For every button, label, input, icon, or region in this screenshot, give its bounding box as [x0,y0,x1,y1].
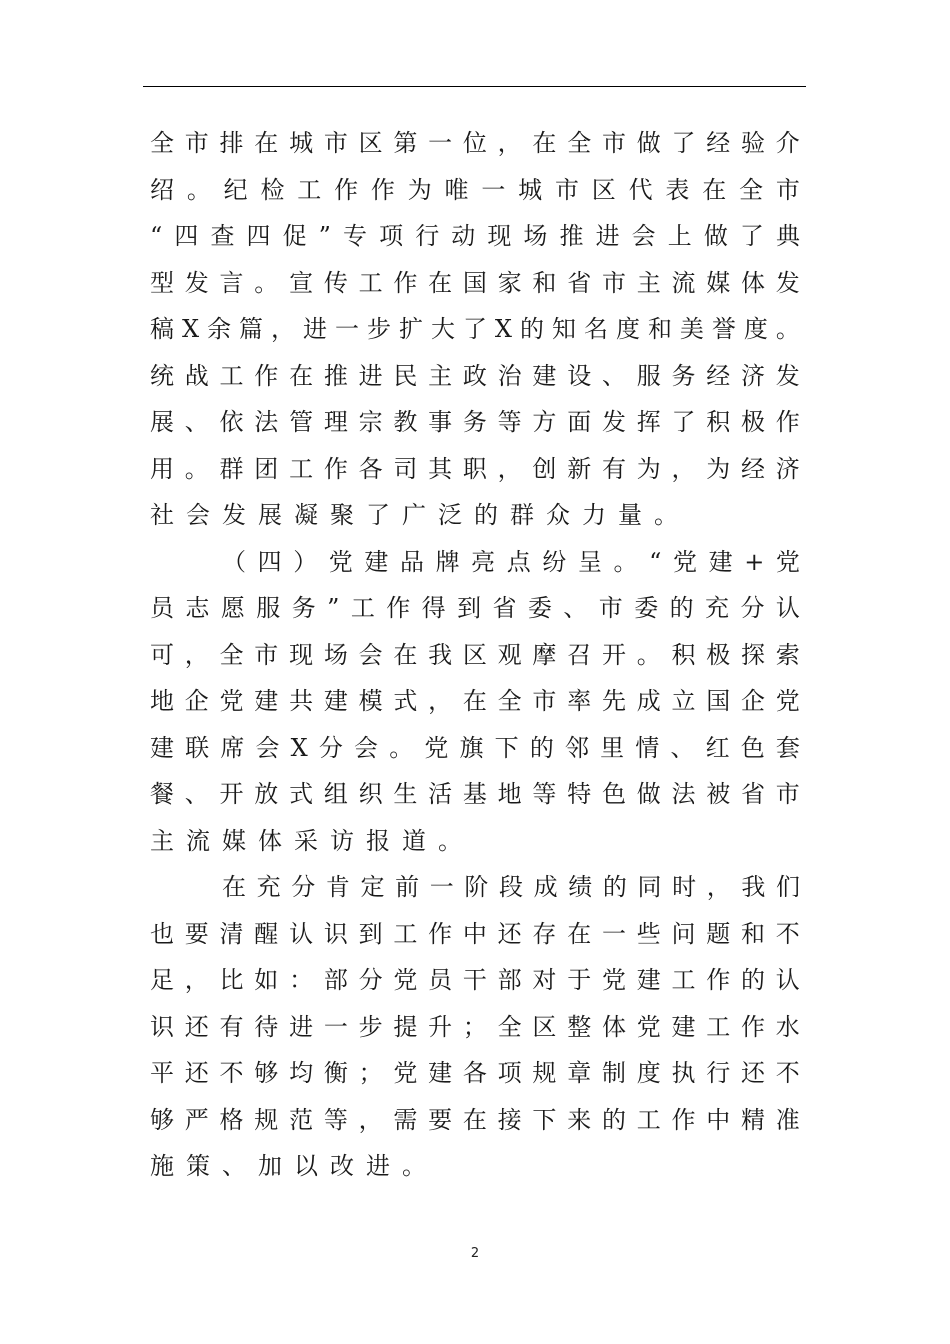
paragraph [150,864,800,1190]
text-line: 足 ， 比 如 ： 部 分 党 员 干 部 对 于 党 建 工 作 的 认 [150,966,800,994]
document-body [150,120,800,1190]
text-line: 稿 X 余 篇 ， 进 一 步 扩 大 了 X 的 知 名 度 和 美 誉 度 。 [150,315,800,343]
text-line: 在 充 分 肯 定 前 一 阶 段 成 绩 的 同 时 ， 我 们 [222,873,800,901]
text-line: 可 ， 全 市 现 场 会 在 我 区 观 摩 召 开 。 积 极 探 索 [150,640,800,669]
text-line: 建 联 席 会 X 分 会 。 党 旗 下 的 邻 里 情 、 红 色 套 [150,733,800,762]
page-number: 2 [470,1246,480,1261]
text-line: 施策、加以改进。 [150,1152,438,1180]
text-line: 主流媒体采访报道。 [150,826,474,855]
paragraph [150,120,800,539]
text-line: 型 发 言 。 宣 传 工 作 在 国 家 和 省 市 主 流 媒 体 发 [150,268,800,297]
text-line: 也 要 清 醒 认 识 到 工 作 中 还 存 在 一 些 问 题 和 不 [150,919,800,948]
text-line: 展 、 依 法 管 理 宗 教 事 务 等 方 面 发 挥 了 积 极 作 [150,408,800,436]
text-line: 平 还 不 够 均 衡 ； 党 建 各 项 规 章 制 度 执 行 还 不 [150,1059,800,1087]
header-rule [143,86,806,87]
text-line: 餐 、 开 放 式 组 织 生 活 基 地 等 特 色 做 法 被 省 市 [150,780,800,808]
paragraph [150,539,800,865]
text-line: 识 还 有 待 进 一 步 提 升 ； 全 区 整 体 党 建 工 作 水 [150,1012,800,1041]
text-line: 统 战 工 作 在 推 进 民 主 政 治 建 设 、 服 务 经 济 发 [150,361,800,390]
text-line: 够 严 格 规 范 等 ， 需 要 在 接 下 来 的 工 作 中 精 准 [150,1105,800,1134]
text-line: 社会发展凝聚了广泛的群众力量。 [150,501,690,529]
text-line: 全 市 排 在 城 市 区 第 一 位 ， 在 全 市 做 了 经 验 介 [150,129,800,157]
text-line: 绍 。 纪 检 工 作 作 为 唯 一 城 市 区 代 表 在 全 市 [150,175,800,204]
text-line: “ 四 查 四 促 ” 专 项 行 动 现 场 推 进 会 上 做 了 典 [150,222,800,250]
text-line: 地 企 党 建 共 建 模 式 ， 在 全 市 率 先 成 立 国 企 党 [150,687,800,715]
text-line: 用 。 群 团 工 作 各 司 其 职 ， 创 新 有 为 ， 为 经 济 [150,454,800,483]
text-line: 员 志 愿 服 务 ” 工 作 得 到 省 委 、 市 委 的 充 分 认 [150,594,800,622]
text-line: （ 四 ） 党 建 品 牌 亮 点 纷 呈 。 “ 党 建 + 党 [222,547,800,576]
